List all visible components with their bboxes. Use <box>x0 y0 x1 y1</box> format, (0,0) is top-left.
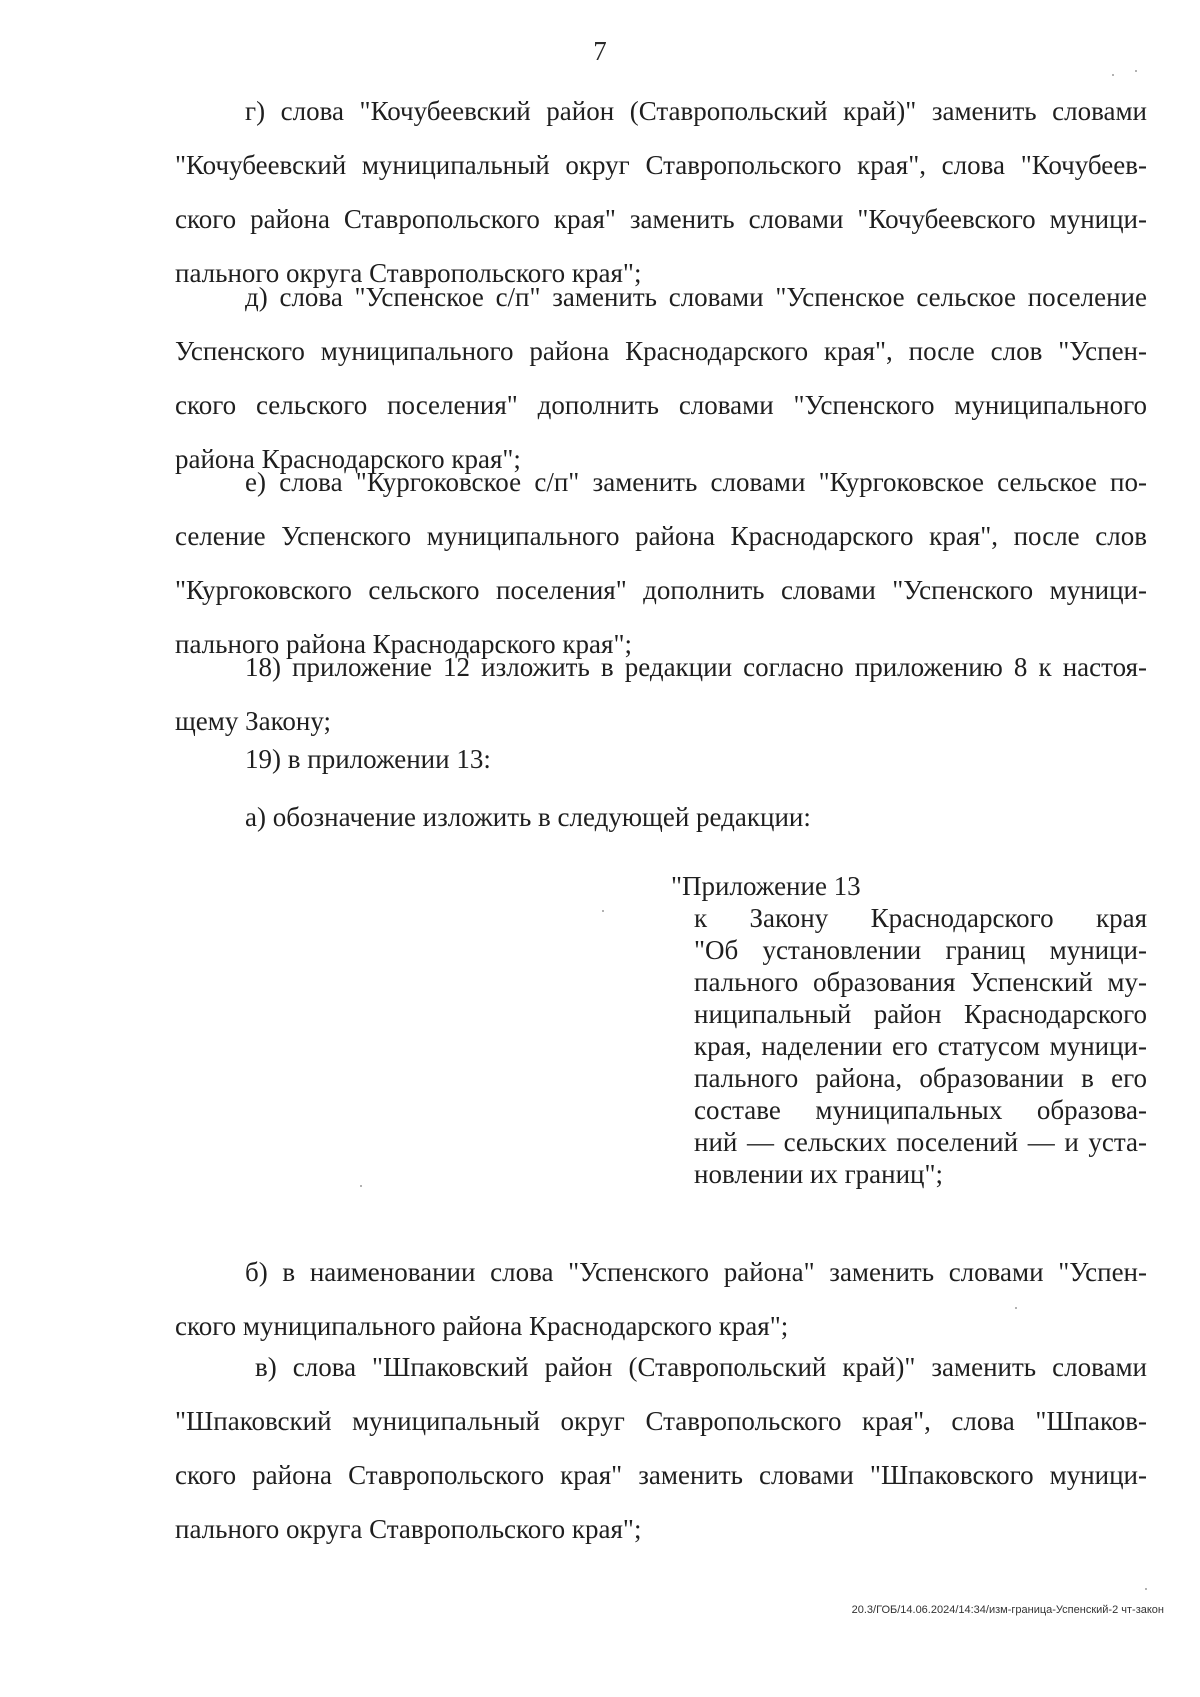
annex-designation <box>671 870 1147 1190</box>
annex-line: к Закону Краснодарского края <box>694 903 1147 933</box>
paragraph-19 <box>175 732 1147 786</box>
page-number: 7 <box>593 36 607 66</box>
text-line: пального округа Ставропольского края"; <box>175 258 642 288</box>
text-line: ского района Ставропольского края" заменить словами "Кочубеевского муници- <box>175 204 1147 234</box>
scan-speck <box>360 1185 362 1187</box>
text-line: "Кургоковского сельского поселения" дополнить словами "Успенского муници- <box>175 575 1147 605</box>
scan-speck <box>602 910 604 912</box>
text-line: ского сельского поселения" дополнить словами "Успенского муниципального <box>175 390 1147 420</box>
text-line: ского муниципального района Краснодарского края"; <box>175 1311 789 1341</box>
annex-title: "Приложение 13 <box>671 871 861 901</box>
footer-file-reference: 20.3/ГОБ/14.06.2024/14:34/изм-граница-Успенский-2 чт-закон <box>851 1604 1164 1616</box>
text-line: 19) в приложении 13: <box>245 744 491 774</box>
paragraph-e <box>175 455 1147 671</box>
annex-line: ниципальный район Краснодарского <box>694 999 1147 1029</box>
text-line: "Кочубеевский муниципальный округ Ставропольского края", слова "Кочубеев- <box>175 150 1147 180</box>
text-line: щему Закону; <box>175 706 331 736</box>
text-line: пального округа Ставропольского края"; <box>175 1514 642 1544</box>
text-line: района Краснодарского края"; <box>175 444 521 474</box>
annex-line: пального образования Успенский му- <box>694 967 1147 997</box>
paragraph-v <box>175 1340 1147 1556</box>
text-line: селение Успенского муниципального района Краснодарского края", после слов <box>175 521 1147 551</box>
paragraph-g <box>175 84 1147 300</box>
paragraph-d <box>175 270 1147 486</box>
annex-line: пального района, образовании в его <box>694 1063 1147 1093</box>
text-line: а) обозначение изложить в следующей редакции: <box>245 802 811 832</box>
text-line: ского района Ставропольского края" заменить словами "Шпаковского муници- <box>175 1460 1147 1490</box>
text-line: е) слова "Кургоковское с/п" заменить словами "Кургоковское сельское по- <box>245 467 1147 497</box>
scan-speck <box>1135 70 1137 72</box>
annex-line: "Об установлении границ муници- <box>694 935 1147 965</box>
annex-line: составе муниципальных образова- <box>694 1095 1147 1125</box>
text-line: 18) приложение 12 изложить в редакции согласно приложению 8 к настоя- <box>245 652 1147 682</box>
paragraph-a <box>175 790 1147 844</box>
scan-speck <box>1112 74 1114 76</box>
text-line: пального района Краснодарского края"; <box>175 629 632 659</box>
text-line: г) слова "Кочубеевский район (Ставропольский край)" заменить словами <box>245 96 1147 126</box>
annex-line: ний — сельских поселений — и уста- <box>694 1127 1147 1157</box>
text-line: "Шпаковский муниципальный округ Ставропольского края", слова "Шпаков- <box>175 1406 1147 1436</box>
text-line: в) слова "Шпаковский район (Ставропольский край)" заменить словами <box>255 1352 1147 1382</box>
annex-line: новлении их границ"; <box>694 1159 944 1189</box>
paragraph-b <box>175 1245 1147 1353</box>
text-line: д) слова "Успенское с/п" заменить словами "Успенское сельское поселение <box>245 282 1147 312</box>
text-line: Успенского муниципального района Краснодарского края", после слов "Успен- <box>175 336 1147 366</box>
annex-line: края, наделении его статусом муници- <box>694 1031 1147 1061</box>
scan-speck <box>1145 1588 1147 1590</box>
text-line: б) в наименовании слова "Успенского района" заменить словами "Успен- <box>245 1257 1147 1287</box>
scan-speck <box>1015 1307 1017 1309</box>
